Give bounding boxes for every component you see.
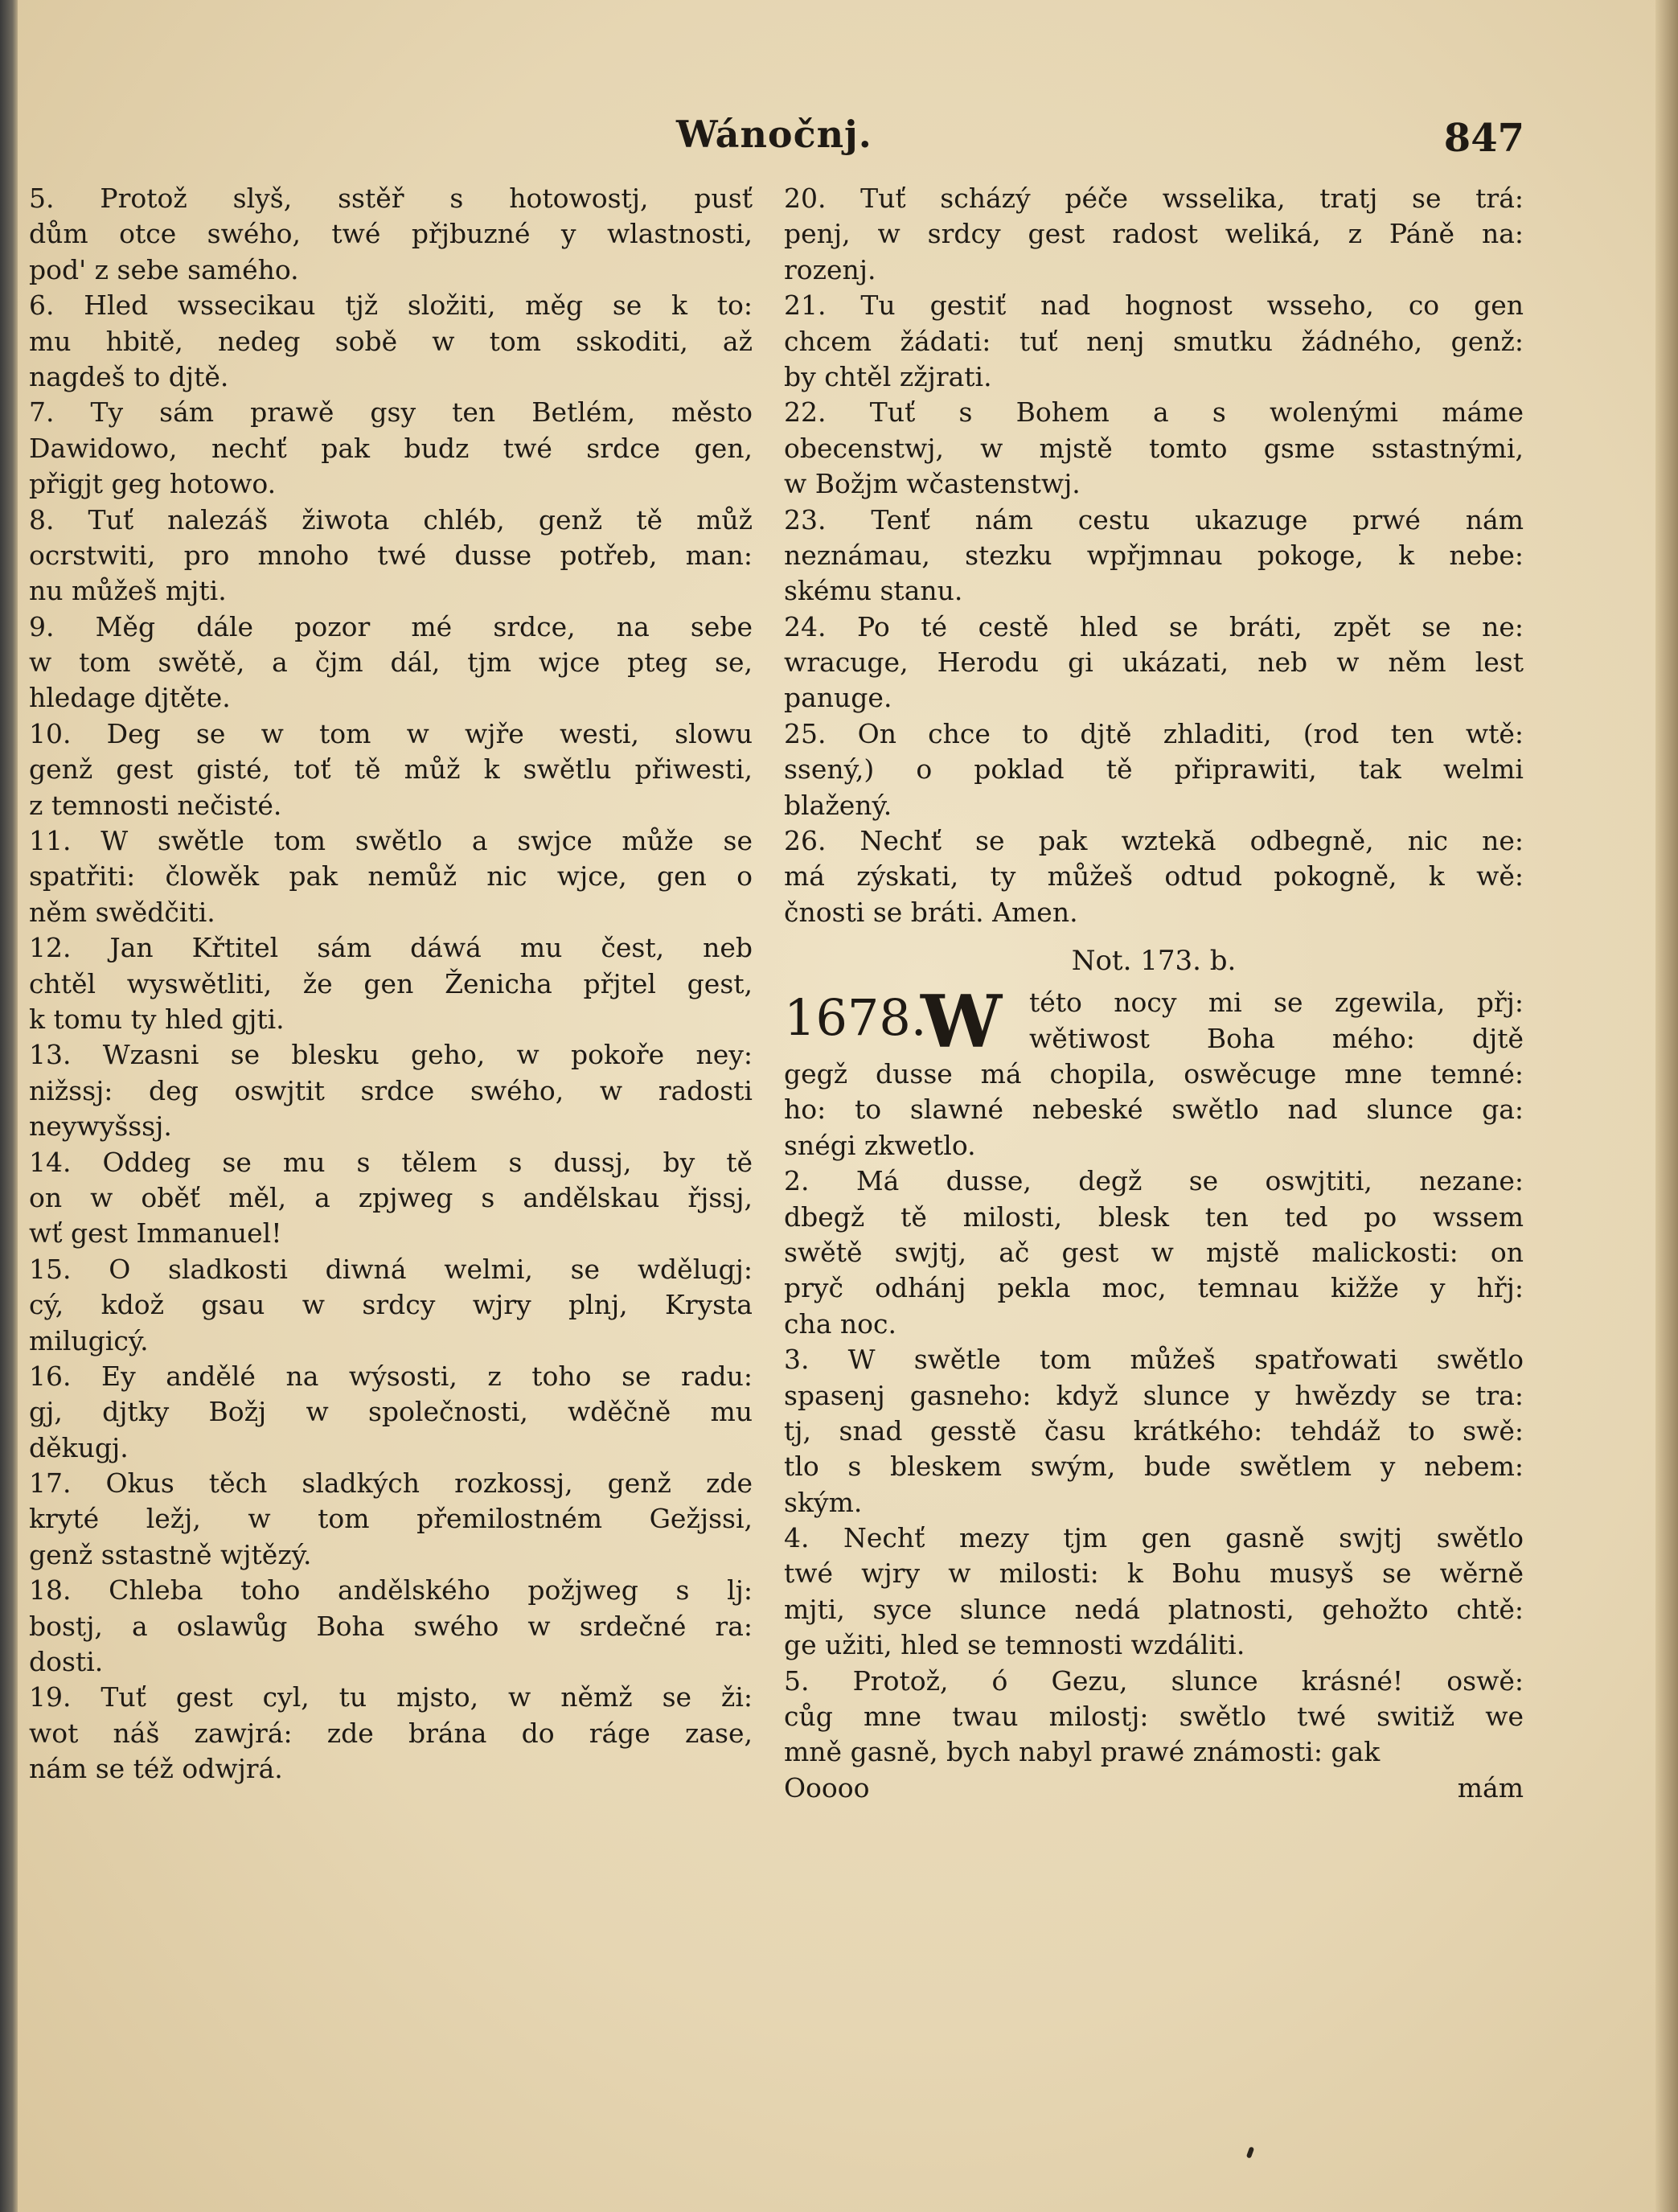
- text-line: spatřiti: člowěk pak nemůž nic wjce, gen o: [29, 860, 753, 893]
- text-line: w tom swětě, a čjm dál, tjm wjce pteg se,: [29, 646, 753, 679]
- text-line: cý, kdož gsau w srdcy wjry plnj, Krysta: [29, 1289, 753, 1321]
- text-line: twé wjry w milosti: k Bohu musyš se wěrně: [784, 1557, 1524, 1590]
- text-line: 5. Protož, ó Gezu, slunce krásné! oswě:: [784, 1664, 1524, 1697]
- text-line: skému stanu.: [784, 575, 963, 607]
- text-line: by chtěl zžjrati.: [784, 360, 992, 392]
- page-number: 847: [1443, 116, 1524, 161]
- text-line: spasenj gasneho: když slunce y hwězdy se tra:: [784, 1379, 1524, 1411]
- text-line: wť gest Immanuel!: [29, 1217, 282, 1250]
- text-line: snégi zkwetlo.: [784, 1129, 976, 1161]
- text-line: 15. O sladkosti diwná welmi, se wdělugj:: [29, 1253, 753, 1285]
- book-binding-shadow: [0, 0, 18, 2212]
- text-line: chtěl wyswětliti, že gen Ženicha přjtel gest,: [29, 967, 753, 999]
- text-line: 9. Měg dále pozor mé srdce, na sebe: [29, 610, 753, 642]
- text-line: wot náš zawjrá: zde brána do ráge zase,: [29, 1717, 753, 1749]
- text-line: 17. Okus těch sladkých rozkossj, genž zde: [29, 1467, 753, 1500]
- text-line: obecenstwj, w mjstě tomto gsme sstastnými,: [784, 432, 1524, 464]
- text-line: tlo s bleskem swým, bude swětlem y nebem:: [784, 1451, 1524, 1483]
- text-line: dům otce swého, twé přjbuzné y wlastnosti,: [29, 218, 753, 250]
- text-line: ocrstwiti, pro mnoho twé dusse potřeb, man:: [29, 539, 753, 571]
- text-line: blažený.: [784, 789, 892, 821]
- text-line: z temnosti nečisté.: [29, 789, 282, 821]
- signature-mark: Ooooo: [784, 1771, 870, 1804]
- text-line: 25. On chce to djtě zhladiti, (rod ten wtě:: [784, 717, 1524, 749]
- running-title: Wánočnj.: [676, 113, 872, 156]
- text-line: má zýskati, ty můžeš odtud pokogně, k wě:: [784, 860, 1524, 893]
- text-line: 11. W swětle tom swětlo a swjce může se: [29, 825, 753, 857]
- left-column: [29, 181, 753, 1787]
- text-line: bostj, a oslawůg Boha swého w srdečné ra:: [29, 1610, 753, 1642]
- text-line: 14. Oddeg se mu s tělem s dussj, by tě: [29, 1146, 753, 1178]
- text-line: penj, w srdcy gest radost weliká, z Páně na:: [784, 218, 1524, 250]
- text-line: neywyšssj.: [29, 1110, 172, 1143]
- opening-line: gegž dusse má chopila, oswěcuge mne temné:: [784, 1058, 1524, 1090]
- text-line: w Božjm wčastenstwj.: [784, 468, 1081, 500]
- text-line: něm swědčiti.: [29, 896, 215, 928]
- catchword: mám: [1457, 1771, 1524, 1804]
- text-line: rozenj.: [784, 253, 876, 285]
- text-line: kryté ležj, w tom přemilostném Gežjssi,: [29, 1503, 753, 1535]
- text-line: 12. Jan Křtitel sám dáwá mu čest, neb: [29, 932, 753, 964]
- text-line: 7. Ty sám prawě gsy ten Betlém, město: [29, 396, 753, 429]
- text-line: cha noc.: [784, 1307, 896, 1340]
- text-line: čnosti se bráti. Amen.: [784, 896, 1078, 928]
- text-line: 4. Nechť mezy tjm gen gasně swjtj swětlo: [784, 1522, 1524, 1554]
- text-line: gj, djtky Božj w společnosti, wděčně mu: [29, 1396, 753, 1428]
- text-line: k tomu ty hled gjti.: [29, 1003, 285, 1035]
- page-edge-shadow: [1655, 0, 1678, 2212]
- text-line: 5. Protož slyš, sstěř s hotowostj, pusť: [29, 183, 753, 214]
- text-line: dosti.: [29, 1646, 104, 1678]
- text-line: nižssj: deg oswjtit srdce swého, w radosti: [29, 1074, 753, 1106]
- text-line: 10. Deg se w tom w wjře westi, slowu: [29, 717, 753, 749]
- page-footer: [784, 1771, 1524, 1806]
- hymn-body: [784, 1092, 1524, 1770]
- text-line: mjti, syce slunce nedá platnosti, gehožto chtě:: [784, 1593, 1524, 1625]
- text-line: pryč odhánj pekla moc, temnau kižže y hřj:: [784, 1272, 1524, 1304]
- text-line: 18. Chleba toho andělského požjweg s lj:: [29, 1574, 753, 1607]
- opening-line: této nocy mi se zgewila, přj:: [1029, 987, 1524, 1019]
- text-line: chcem žádati: tuť nenj smutku žádného, genž:: [784, 325, 1524, 357]
- text-line: děkugj.: [29, 1431, 129, 1463]
- text-line: 21. Tu gestiť nad hognost wsseho, co gen: [784, 289, 1524, 322]
- text-line: pod' z sebe samého.: [29, 253, 299, 285]
- text-line: genž gest gisté, toť tě můž k swětlu přiwesti,: [29, 753, 753, 786]
- opening-line: wětiwost Boha mého: djtě: [1029, 1022, 1524, 1054]
- text-line: mně gasně, bych nabyl prawé známosti: gak: [784, 1736, 1381, 1768]
- text-line: nagdeš to djtě.: [29, 360, 229, 392]
- melody-rubric: Not. 173. b.: [1071, 945, 1237, 978]
- text-line: nám se též odwjrá.: [29, 1753, 283, 1785]
- text-line: 20. Tuť scházý péče wsselika, tratj se trá:: [784, 183, 1524, 214]
- text-line: genž sstastně wjtězý.: [29, 1538, 312, 1570]
- text-line: 6. Hled wssecikau tjž složiti, měg se k to:: [29, 289, 753, 322]
- text-line: 19. Tuť gest cyl, tu mjsto, w němž se ži:: [29, 1681, 753, 1713]
- text-line: 16. Ey andělé na wýsosti, z toho se radu:: [29, 1360, 753, 1392]
- text-line: neznámau, stezku wpřjmnau pokoge, k nebe:: [784, 539, 1524, 571]
- text-line: panuge.: [784, 682, 892, 714]
- drop-capital: W: [921, 979, 1003, 1065]
- hymn-year: 1678.: [784, 988, 927, 1048]
- text-line: ge užiti, hled se temnosti wzdáliti.: [784, 1629, 1245, 1661]
- text-line: ssený,) o poklad tě připrawiti, tak welmi: [784, 753, 1524, 786]
- text-line: 22. Tuť s Bohem a s wolenými máme: [784, 396, 1524, 429]
- hymn-continuation: [784, 181, 1524, 930]
- text-line: Dawidowo, nechť pak budz twé srdce gen,: [29, 432, 753, 464]
- text-line: hledage djtěte.: [29, 682, 231, 714]
- right-column: [784, 181, 1524, 1806]
- page-header: [29, 113, 1524, 169]
- text-line: 13. Wzasni se blesku geho, w pokoře ney:: [29, 1039, 753, 1071]
- text-line: mu hbitě, nedeg sobě w tom sskoditi, až: [29, 325, 753, 357]
- text-line: on w oběť měl, a zpjweg s andělskau řjssj,: [29, 1181, 753, 1213]
- text-line: ským.: [784, 1486, 863, 1518]
- text-line: tj, snad gesstě času krátkého: tehdáž to swě:: [784, 1414, 1524, 1447]
- text-line: swětě swjtj, ač gest w mjstě malickosti: on: [784, 1236, 1524, 1268]
- text-line: nu můžeš mjti.: [29, 575, 227, 607]
- text-line: cůg mne twau milostj: swětlo twé switiž we: [784, 1701, 1524, 1733]
- text-line: 8. Tuť nalezáš žiwota chléb, genž tě můž: [29, 503, 753, 536]
- text-line: 2. Má dusse, degž se oswjtiti, nezane:: [784, 1165, 1524, 1197]
- hymn-opening: [784, 979, 1524, 1092]
- text-line: wracuge, Herodu gi ukázati, neb w něm lest: [784, 646, 1524, 679]
- text-line: 26. Nechť se pak wztekă odbegně, nic ne:: [784, 825, 1524, 857]
- text-line: milugicý.: [29, 1324, 149, 1356]
- text-line: 24. Po té cestě hled se bráti, zpět se ne:: [784, 610, 1524, 642]
- text-line: přigjt geg hotowo.: [29, 468, 277, 500]
- text-line: ho: to slawné nebeské swětlo nad slunce ga:: [784, 1094, 1524, 1126]
- text-line: 3. W swětle tom můžeš spatřowati swětlo: [784, 1344, 1524, 1376]
- text-line: dbegž tě milosti, blesk ten ted po wssem: [784, 1200, 1524, 1233]
- text-line: 23. Tenť nám cestu ukazuge prwé nám: [784, 503, 1524, 536]
